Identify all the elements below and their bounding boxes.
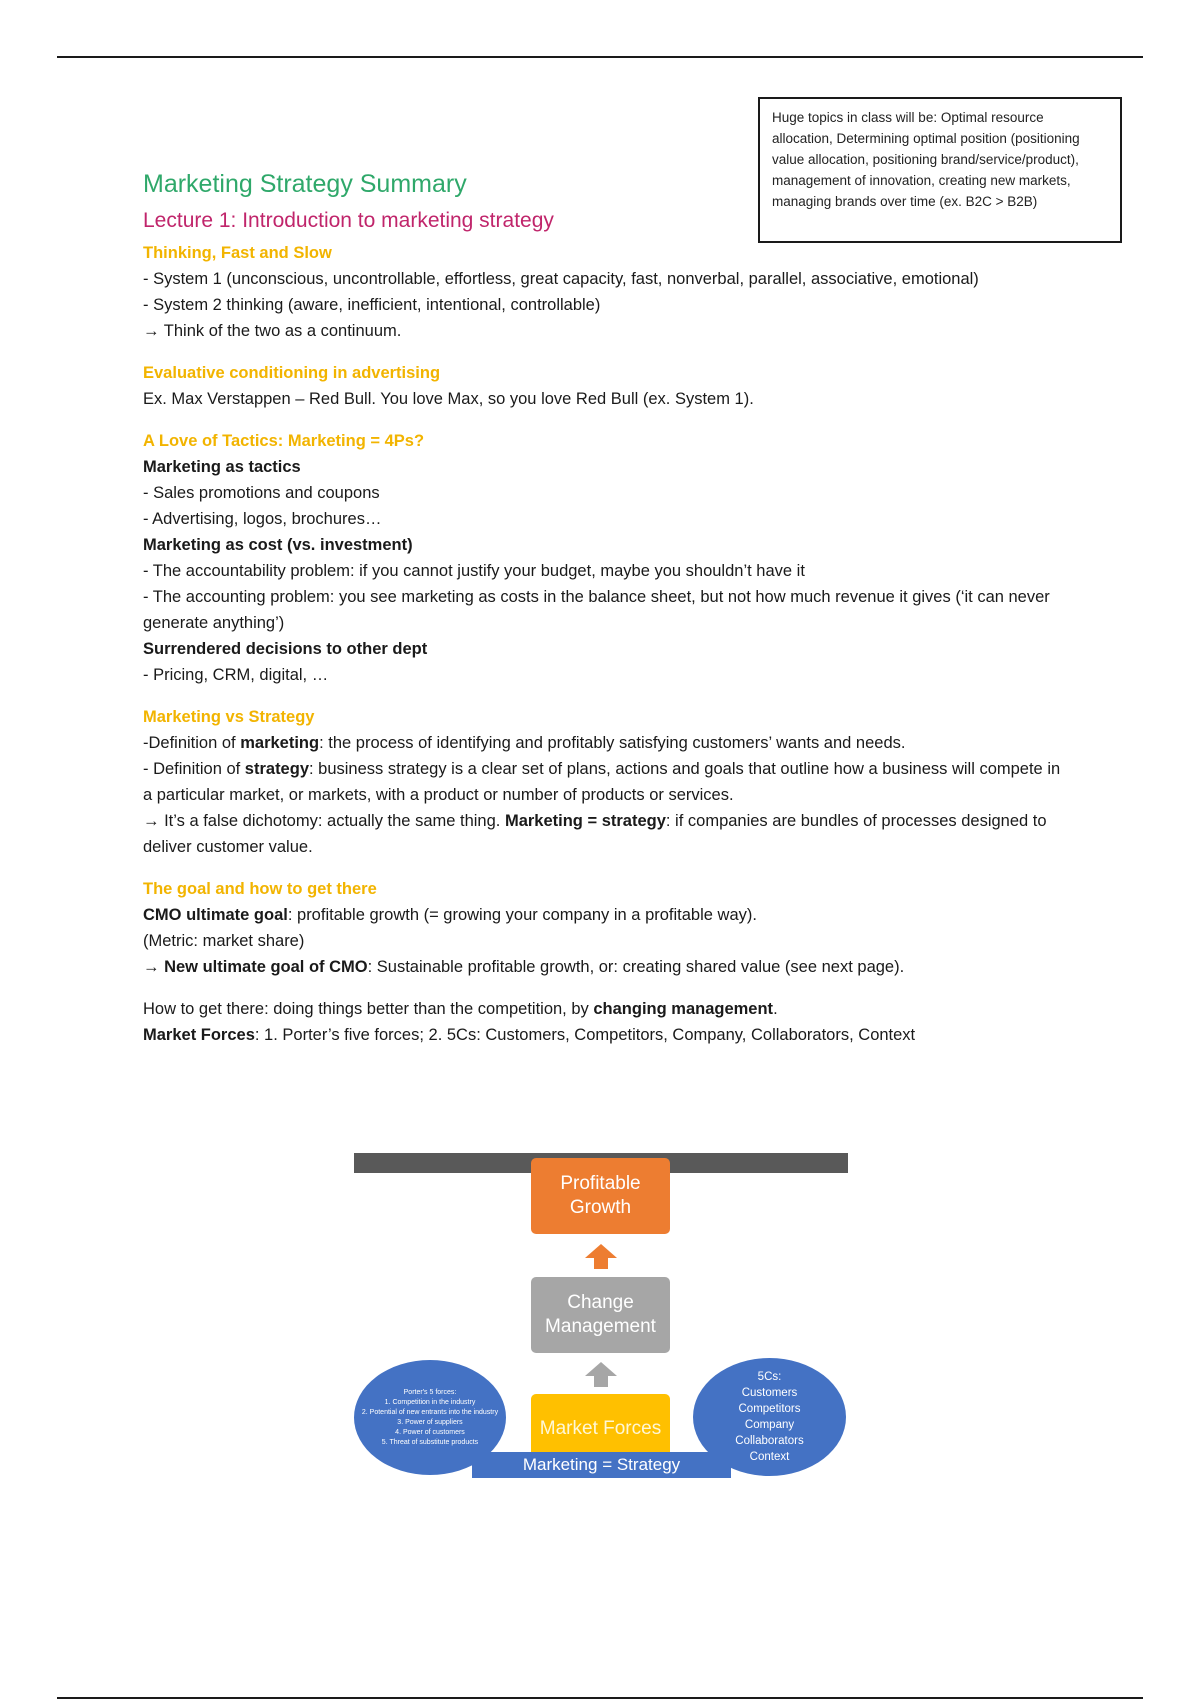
subheading: Marketing as cost (vs. investment) — [143, 536, 413, 554]
subheading: Marketing as tactics — [143, 458, 301, 476]
paragraph: → Think of the two as a continuum. — [143, 322, 402, 340]
heading-thinking: Thinking, Fast and Slow — [143, 244, 332, 262]
paragraph: Market Forces: 1. Porter’s five forces; 2. 5Cs: Customers, Competitors, Company, Collaborators, Context — [143, 1026, 916, 1044]
market-forces-box: Market Forces — [531, 1394, 670, 1464]
heading-marketing-vs-strategy: Marketing vs Strategy — [143, 708, 315, 726]
paragraph: → New ultimate goal of CMO: Sustainable profitable growth, or: creating shared value (see next page). — [143, 958, 905, 976]
change-management-box: Change Management — [531, 1277, 670, 1353]
marketing-strategy-base: Marketing = Strategy — [472, 1452, 731, 1478]
arrow-up-icon — [585, 1244, 617, 1258]
bottom-rule — [57, 1697, 1143, 1699]
arrow-stem — [594, 1375, 608, 1387]
paragraph: - System 1 (unconscious, uncontrollable, effortless, great capacity, fast, nonverbal, parallel, associative, emotional) — [143, 270, 979, 288]
paragraph: - Advertising, logos, brochures… — [143, 510, 382, 528]
paragraph: - Pricing, CRM, digital, … — [143, 666, 329, 684]
heading-tactics: A Love of Tactics: Marketing = 4Ps? — [143, 432, 425, 450]
strategy-diagram — [352, 1150, 848, 1480]
note-box: Huge topics in class will be: Optimal resource allocation, Determining optimal position (positioning value allocation, positioning brand/service/product), management of innovation, creating new markets, managing brands over time (ex. B2C > B2B) — [758, 97, 1122, 243]
paragraph: How to get there: doing things better than the competition, by changing management. — [143, 1000, 778, 1018]
top-rule — [57, 56, 1143, 58]
paragraph: - Sales promotions and coupons — [143, 484, 380, 502]
paragraph: - System 2 thinking (aware, inefficient, intentional, controllable) — [143, 296, 601, 314]
five-cs-ellipse: 5Cs: Customers Competitors Company Collaborators Context — [693, 1358, 846, 1476]
paragraph: → It’s a false dichotomy: actually the same thing. Marketing = strategy: if companies are bundles of processes designed to deliver customer value. — [143, 812, 1047, 856]
paragraph: (Metric: market share) — [143, 932, 305, 950]
lecture-title: Lecture 1: Introduction to marketing strategy — [143, 209, 554, 232]
heading-goal: The goal and how to get there — [143, 880, 377, 898]
subheading: Surrendered decisions to other dept — [143, 640, 428, 658]
paragraph: - The accounting problem: you see marketing as costs in the balance sheet, but not how much revenue it gives (‘it can never generate anything’) — [143, 588, 1050, 632]
heading-evaluative: Evaluative conditioning in advertising — [143, 364, 441, 382]
paragraph: CMO ultimate goal: profitable growth (= growing your company in a profitable way). — [143, 906, 757, 924]
paragraph: - Definition of strategy: business strategy is a clear set of plans, actions and goals that outline how a business will compete in a particular market, or markets, with a product or number of products or services. — [143, 760, 1061, 804]
arrow-stem — [594, 1257, 608, 1269]
profitable-growth-box: Profitable Growth — [531, 1158, 670, 1234]
porter-forces-ellipse: Porter's 5 forces: 1. Competition in the industry 2. Potential of new entrants into the industry 3. Power of suppliers 4. Power of customers 5. Threat of substitute products — [354, 1360, 506, 1475]
arrow-up-icon — [585, 1362, 617, 1376]
summary-body — [143, 240, 1063, 1048]
paragraph: Ex. Max Verstappen – Red Bull. You love Max, so you love Red Bull (ex. System 1). — [143, 390, 754, 408]
paragraph: -Definition of marketing: the process of identifying and profitably satisfying customers’ wants and needs. — [143, 734, 906, 752]
paragraph: - The accountability problem: if you cannot justify your budget, maybe you shouldn’t have it — [143, 562, 805, 580]
page-title: Marketing Strategy Summary — [143, 170, 467, 198]
